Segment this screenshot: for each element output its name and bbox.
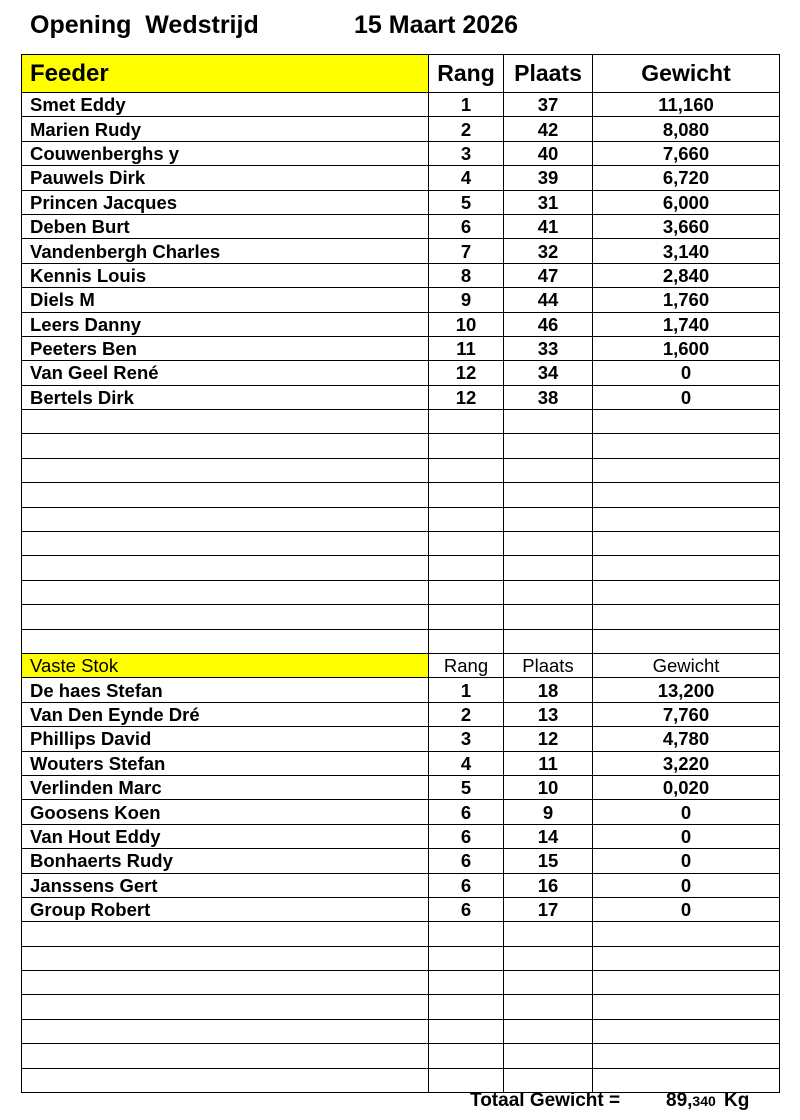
angler-name: Van Hout Eddy (22, 824, 429, 848)
rang-value: 11 (429, 336, 504, 360)
plaats-value: 38 (504, 385, 593, 409)
plaats-value: 13 (504, 702, 593, 726)
angler-name: Wouters Stefan (22, 751, 429, 775)
plaats-value: 46 (504, 312, 593, 336)
empty-cell (22, 1068, 429, 1092)
feeder-row (22, 361, 780, 385)
vaste-stok-empty-row (22, 922, 780, 946)
empty-cell (429, 458, 504, 482)
feeder-row (22, 312, 780, 336)
empty-cell (593, 971, 780, 995)
empty-cell (429, 629, 504, 653)
empty-cell (504, 1019, 593, 1043)
empty-cell (593, 1068, 780, 1092)
empty-cell (22, 410, 429, 434)
empty-cell (22, 971, 429, 995)
empty-cell (22, 483, 429, 507)
angler-name: Bonhaerts Rudy (22, 849, 429, 873)
vaste-stok-row (22, 824, 780, 848)
empty-cell (429, 532, 504, 556)
empty-cell (593, 946, 780, 970)
total-value-decimals: 340 (692, 1093, 716, 1109)
feeder-empty-row (22, 410, 780, 434)
plaats-value: 16 (504, 873, 593, 897)
empty-cell (22, 532, 429, 556)
angler-name: Diels M (22, 288, 429, 312)
empty-cell (504, 946, 593, 970)
gewicht-value: 7,760 (593, 702, 780, 726)
feeder-row (22, 385, 780, 409)
gewicht-value: 3,140 (593, 239, 780, 263)
total-value (666, 1090, 716, 1112)
vaste-stok-row (22, 678, 780, 702)
feeder-empty-row (22, 434, 780, 458)
gewicht-value: 2,840 (593, 263, 780, 287)
empty-cell (22, 629, 429, 653)
gewicht-value: 6,000 (593, 190, 780, 214)
angler-name: Deben Burt (22, 214, 429, 238)
empty-cell (429, 946, 504, 970)
empty-cell (22, 507, 429, 531)
gewicht-value: 3,660 (593, 214, 780, 238)
rang-value: 6 (429, 897, 504, 921)
angler-name: Verlinden Marc (22, 775, 429, 799)
empty-cell (22, 556, 429, 580)
plaats-value: 17 (504, 897, 593, 921)
rang-value: 5 (429, 190, 504, 214)
empty-cell (593, 1019, 780, 1043)
empty-cell (504, 605, 593, 629)
angler-name: Janssens Gert (22, 873, 429, 897)
feeder-row (22, 190, 780, 214)
vaste-stok-row (22, 702, 780, 726)
plaats-value: 18 (504, 678, 593, 702)
feeder-header-rang: Rang (429, 55, 504, 93)
rang-value: 5 (429, 775, 504, 799)
plaats-value: 40 (504, 141, 593, 165)
plaats-value: 33 (504, 336, 593, 360)
vaste-stok-empty-row (22, 1044, 780, 1068)
empty-cell (429, 483, 504, 507)
gewicht-value: 6,720 (593, 166, 780, 190)
gewicht-value: 0 (593, 873, 780, 897)
empty-cell (504, 995, 593, 1019)
empty-cell (429, 971, 504, 995)
angler-name: Leers Danny (22, 312, 429, 336)
empty-cell (22, 1019, 429, 1043)
feeder-section-title: Feeder (22, 55, 429, 93)
rang-value: 4 (429, 751, 504, 775)
rang-value: 6 (429, 824, 504, 848)
rang-value: 12 (429, 385, 504, 409)
plaats-value: 12 (504, 727, 593, 751)
empty-cell (593, 532, 780, 556)
rang-value: 1 (429, 93, 504, 117)
plaats-value: 42 (504, 117, 593, 141)
empty-cell (504, 629, 593, 653)
feeder-row (22, 141, 780, 165)
empty-cell (22, 605, 429, 629)
vaste-stok-empty-row (22, 946, 780, 970)
empty-cell (429, 995, 504, 1019)
feeder-empty-row (22, 458, 780, 482)
empty-cell (429, 1019, 504, 1043)
empty-cell (504, 1068, 593, 1092)
gewicht-value: 13,200 (593, 678, 780, 702)
plaats-value: 47 (504, 263, 593, 287)
plaats-value: 10 (504, 775, 593, 799)
feeder-row (22, 263, 780, 287)
rang-value: 2 (429, 702, 504, 726)
plaats-value: 34 (504, 361, 593, 385)
angler-name: De haes Stefan (22, 678, 429, 702)
angler-name: Marien Rudy (22, 117, 429, 141)
empty-cell (429, 507, 504, 531)
angler-name: Princen Jacques (22, 190, 429, 214)
event-date: 15 Maart 2026 (354, 11, 519, 39)
results-table (21, 54, 780, 1093)
feeder-row (22, 166, 780, 190)
rang-value: 7 (429, 239, 504, 263)
empty-cell (22, 434, 429, 458)
vaste-stok-empty-row (22, 971, 780, 995)
rang-value: 4 (429, 166, 504, 190)
feeder-empty-row (22, 532, 780, 556)
feeder-row (22, 214, 780, 238)
vaste-stok-row (22, 775, 780, 799)
rang-value: 8 (429, 263, 504, 287)
feeder-row (22, 239, 780, 263)
vaste-stok-row (22, 727, 780, 751)
empty-cell (429, 1068, 504, 1092)
gewicht-value: 11,160 (593, 93, 780, 117)
feeder-row (22, 93, 780, 117)
angler-name: Goosens Koen (22, 800, 429, 824)
empty-cell (504, 410, 593, 434)
empty-cell (593, 483, 780, 507)
rang-value: 6 (429, 849, 504, 873)
rang-value: 9 (429, 288, 504, 312)
angler-name: Van Den Eynde Dré (22, 702, 429, 726)
gewicht-value: 1,600 (593, 336, 780, 360)
gewicht-value: 8,080 (593, 117, 780, 141)
vaste-stok-header-row (22, 653, 780, 677)
plaats-value: 44 (504, 288, 593, 312)
empty-cell (429, 580, 504, 604)
empty-cell (593, 410, 780, 434)
empty-cell (593, 922, 780, 946)
feeder-empty-row (22, 556, 780, 580)
rang-value: 10 (429, 312, 504, 336)
vaste-stok-row (22, 849, 780, 873)
gewicht-value: 0,020 (593, 775, 780, 799)
angler-name: Pauwels Dirk (22, 166, 429, 190)
rang-value: 3 (429, 141, 504, 165)
empty-cell (593, 605, 780, 629)
empty-cell (22, 995, 429, 1019)
angler-name: Couwenberghs y (22, 141, 429, 165)
empty-cell (504, 507, 593, 531)
vaste-stok-empty-row (22, 995, 780, 1019)
event-title: Opening Wedstrijd (30, 11, 259, 39)
total-label: Totaal Gewicht = (470, 1090, 621, 1111)
gewicht-value: 0 (593, 385, 780, 409)
empty-cell (504, 971, 593, 995)
empty-cell (504, 434, 593, 458)
empty-cell (504, 1044, 593, 1068)
vaste-stok-empty-row (22, 1019, 780, 1043)
feeder-header-gewicht: Gewicht (593, 55, 780, 93)
empty-cell (593, 458, 780, 482)
rang-value: 6 (429, 873, 504, 897)
empty-cell (504, 922, 593, 946)
empty-cell (593, 1044, 780, 1068)
gewicht-value: 1,740 (593, 312, 780, 336)
empty-cell (22, 922, 429, 946)
angler-name: Bertels Dirk (22, 385, 429, 409)
gewicht-value: 0 (593, 824, 780, 848)
angler-name: Peeters Ben (22, 336, 429, 360)
gewicht-value: 0 (593, 849, 780, 873)
feeder-empty-row (22, 483, 780, 507)
angler-name: Kennis Louis (22, 263, 429, 287)
empty-cell (429, 410, 504, 434)
angler-name: Van Geel René (22, 361, 429, 385)
gewicht-value: 7,660 (593, 141, 780, 165)
page-title (30, 8, 519, 42)
vaste-stok-header-rang: Rang (429, 653, 504, 677)
feeder-empty-row (22, 507, 780, 531)
empty-cell (593, 629, 780, 653)
results-table-body (22, 55, 780, 1093)
plaats-value: 31 (504, 190, 593, 214)
vaste-stok-empty-row (22, 1068, 780, 1092)
plaats-value: 41 (504, 214, 593, 238)
vaste-stok-row (22, 751, 780, 775)
feeder-row (22, 117, 780, 141)
empty-cell (22, 580, 429, 604)
total-unit: Kg (724, 1090, 750, 1111)
rang-value: 6 (429, 214, 504, 238)
empty-cell (429, 605, 504, 629)
plaats-value: 37 (504, 93, 593, 117)
vaste-stok-header-plaats: Plaats (504, 653, 593, 677)
feeder-empty-row (22, 580, 780, 604)
empty-cell (22, 458, 429, 482)
empty-cell (504, 483, 593, 507)
vaste-stok-row (22, 873, 780, 897)
plaats-value: 15 (504, 849, 593, 873)
empty-cell (504, 458, 593, 482)
empty-cell (429, 556, 504, 580)
empty-cell (593, 995, 780, 1019)
angler-name: Smet Eddy (22, 93, 429, 117)
plaats-value: 11 (504, 751, 593, 775)
feeder-header-plaats: Plaats (504, 55, 593, 93)
rang-value: 12 (429, 361, 504, 385)
rang-value: 3 (429, 727, 504, 751)
plaats-value: 32 (504, 239, 593, 263)
gewicht-value: 0 (593, 800, 780, 824)
vaste-stok-section-title: Vaste Stok (22, 653, 429, 677)
vaste-stok-row (22, 897, 780, 921)
empty-cell (429, 434, 504, 458)
gewicht-value: 3,220 (593, 751, 780, 775)
feeder-row (22, 336, 780, 360)
feeder-row (22, 288, 780, 312)
rang-value: 6 (429, 800, 504, 824)
gewicht-value: 0 (593, 361, 780, 385)
feeder-header-row (22, 55, 780, 93)
empty-cell (593, 434, 780, 458)
empty-cell (593, 507, 780, 531)
empty-cell (504, 580, 593, 604)
empty-cell (504, 532, 593, 556)
plaats-value: 9 (504, 800, 593, 824)
empty-cell (429, 922, 504, 946)
empty-cell (429, 1044, 504, 1068)
vaste-stok-header-gewicht: Gewicht (593, 653, 780, 677)
vaste-stok-row (22, 800, 780, 824)
angler-name: Phillips David (22, 727, 429, 751)
plaats-value: 39 (504, 166, 593, 190)
empty-cell (593, 580, 780, 604)
gewicht-value: 4,780 (593, 727, 780, 751)
empty-cell (504, 556, 593, 580)
angler-name: Vandenbergh Charles (22, 239, 429, 263)
empty-cell (22, 1044, 429, 1068)
gewicht-value: 0 (593, 897, 780, 921)
total-value-main: 89, (666, 1090, 693, 1111)
empty-cell (22, 946, 429, 970)
gewicht-value: 1,760 (593, 288, 780, 312)
empty-cell (593, 556, 780, 580)
rang-value: 1 (429, 678, 504, 702)
angler-name: Group Robert (22, 897, 429, 921)
plaats-value: 14 (504, 824, 593, 848)
feeder-empty-row (22, 605, 780, 629)
rang-value: 2 (429, 117, 504, 141)
feeder-empty-row (22, 629, 780, 653)
